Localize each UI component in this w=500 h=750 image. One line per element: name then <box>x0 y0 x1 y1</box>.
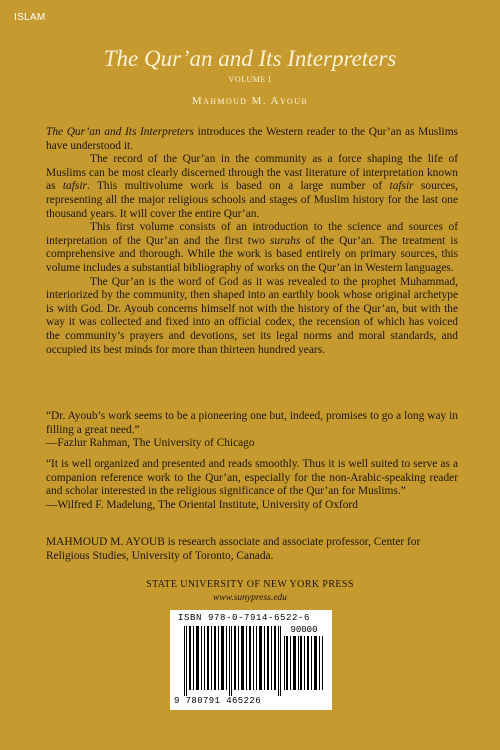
quote-attribution: —Wilfred F. Madelung, The Oriental Institute, University of Oxford <box>46 498 358 511</box>
quote-text: “Dr. Ayoub’s work seems to be a pioneering one but, indeed, promises to go a long way in filling a great need.” <box>46 410 458 436</box>
ean-barcode-bars <box>184 626 282 696</box>
description-paragraph-2 <box>46 153 458 221</box>
term-surahs: surahs <box>270 234 301 247</box>
paragraph-2-text-c: sources, representing all the major religious schools and stages of Muslim history for the last one thousand years. It will cover the entire Qur’an. <box>46 180 458 220</box>
publisher-name: STATE UNIVERSITY OF NEW YORK PRESS <box>146 579 354 590</box>
ean-number: 9 780791 465226 <box>174 696 262 706</box>
description-paragraph-4: The Qur’an is the word of God as it was revealed to the prophet Muhammad, interiorized by the community, then shaped into an earthly book whose original archetype is with God. Dr. Ayoub concerns himself not with the history of the Qur’an, but with the way it was collected and fixed into an official codex, the recension of which has voiced the community’s prayers and devotions, set its legal norms and moral standards, and occupied its best minds for more than thirteen hundred years. <box>46 275 458 356</box>
barcode <box>170 610 332 710</box>
term-tafsir: tafsir <box>62 180 87 193</box>
paragraph-3-text-b: of the Qur’an. The treatment is comprehensive and thorough. While the work is based entirely on primary sources, this volume includes a substantial bibliography of works on the Qur’an in Western languages. <box>46 234 458 274</box>
inline-book-title: The Qur’an and Its Interpreters <box>46 126 194 138</box>
paragraph-2-text-b: . This multivolume work is based on a large number of <box>86 180 390 193</box>
review-quote-1 <box>46 410 458 451</box>
description-paragraph-1 <box>46 126 458 153</box>
description <box>46 126 458 357</box>
review-quote-2 <box>46 458 458 512</box>
volume-label: VOLUME I <box>228 75 272 84</box>
addon-barcode-bars <box>284 636 324 690</box>
category-label: ISLAM <box>14 12 46 23</box>
author-name: Mahmoud M. Ayoub <box>191 95 309 107</box>
quote-attribution: —Fazlur Rahman, The University of Chicago <box>46 437 255 450</box>
book-title: The Qur’an and Its Interpreters <box>103 46 397 71</box>
price-addon-number: 90000 <box>290 625 318 635</box>
paragraph-1-text: introduces the Western reader to the Qur’an as Muslims have understood it. <box>46 126 458 152</box>
publisher-website: www.sunypress.edu <box>213 593 287 603</box>
term-tafsir: tafsir <box>389 180 414 193</box>
paragraph-3-text-a: This first volume consists of an introduction to the science and sources of interpretation of the Qur’an and the first two <box>46 221 458 247</box>
quote-text: “It is well organized and presented and reads smoothly. Thus it is well suited to serve as a companion reference work to the Qur’an, especially for the non-Arabic-speaking reader and scholar interested in the religious significance of the Qur’an for Muslims.” <box>46 458 458 498</box>
isbn-number: ISBN 978-0-7914-6522-6 <box>178 613 311 623</box>
description-paragraph-3 <box>46 221 458 275</box>
author-bio: MAHMOUD M. AYOUB is research associate and associate professor, Center for Religious Studies, University of Toronto, Canada. <box>46 536 421 562</box>
paragraph-2-text-a: The record of the Qur’an in the community as a force shaping the life of Muslims can be most clearly discerned through the vast literature of interpretation known as <box>46 153 458 193</box>
